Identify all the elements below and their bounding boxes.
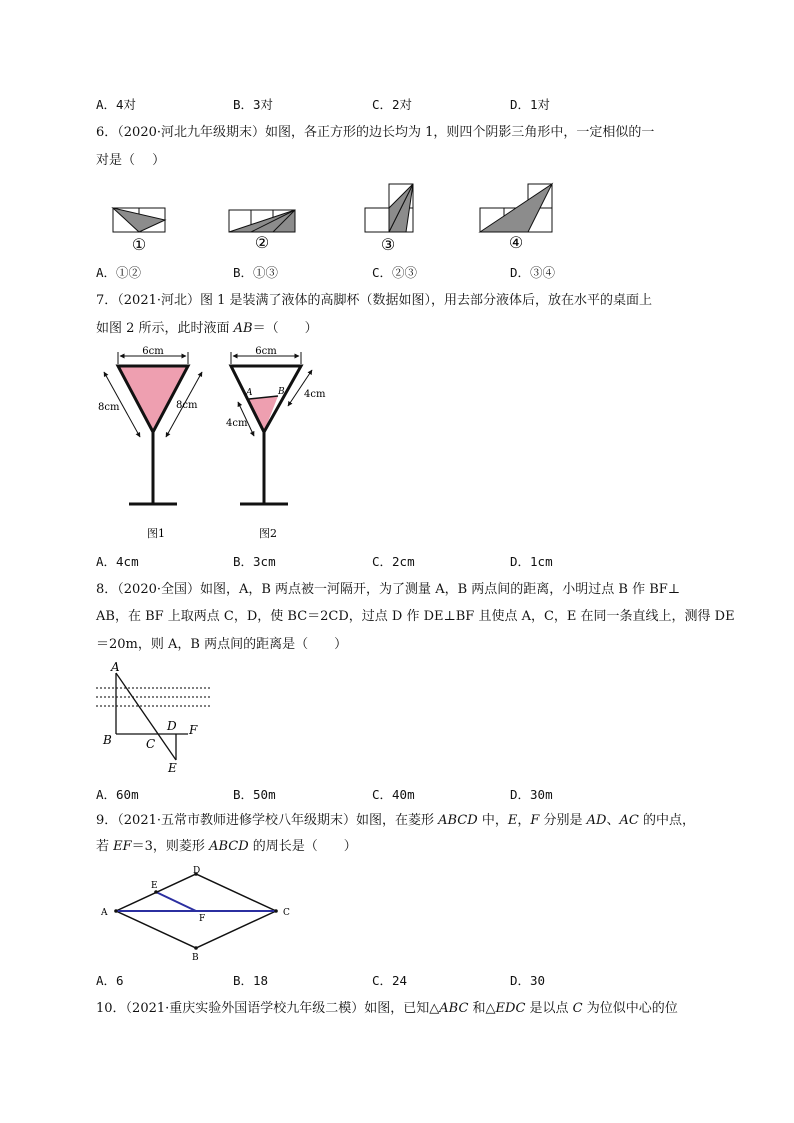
q7-fig2-right-label: 4cm <box>304 389 326 400</box>
q6-text-line2: 对是（ ） <box>96 153 166 168</box>
q9-var: AC <box>619 813 639 828</box>
q9-var: ABCD <box>209 839 249 854</box>
q8-figure <box>96 656 226 776</box>
q8-option-b: B．50m <box>233 787 276 802</box>
q10-text-line1 <box>96 1000 678 1018</box>
q7-option-a: A．4cm <box>96 554 139 569</box>
q7-text-line1: 7．（2021·河北）图 1 是装满了液体的高脚杯（数据如图），用去部分液体后，放在水平的桌面上 <box>96 293 653 308</box>
q10-text-part: 10．（2021·重庆实验外国语学校九年级二模）如图，已知△ <box>96 1001 440 1016</box>
q9-text-line2 <box>96 838 357 856</box>
q9-var: EF <box>113 839 132 854</box>
q6-fig1 <box>113 208 165 254</box>
q9-var: AD <box>586 813 607 828</box>
q7-option-d: D．1cm <box>510 554 553 569</box>
q7-fig1-right-label: 8cm <box>176 400 198 411</box>
q7-fig2-left-label: 4cm <box>226 418 248 429</box>
q9-point-d: D <box>193 866 201 876</box>
q7-figure <box>96 344 336 544</box>
q8-point-e: E <box>168 761 177 775</box>
q9-option-c: C．24 <box>372 973 408 988</box>
q6-fig2 <box>229 210 295 252</box>
q7-text-line2 <box>96 320 318 338</box>
q9-point-a: A <box>101 908 108 918</box>
q6-option-b: B．①③ <box>233 265 279 280</box>
q6-option-a: A．①② <box>96 265 142 280</box>
q6-fig2-label: ② <box>254 233 270 252</box>
q6-text-line1: 6．（2020·河北九年级期末）如图，各正方形的边长均为 1，则四个阴影三角形中，一定相似的一 <box>96 125 655 140</box>
q7-fig1-top-label: 6cm <box>142 346 164 357</box>
q9-var: F <box>530 813 540 828</box>
q8-option-d: D．30m <box>510 787 553 802</box>
q8-point-c: C <box>146 737 156 751</box>
q7-fig2-point-b: B <box>278 387 285 397</box>
q7-option-b: B．3cm <box>233 554 276 569</box>
q9-text-part: 9．（2021·五常市教师进修学校八年级期末）如图，在菱形 <box>96 813 439 828</box>
q9-text-part: 中， <box>477 813 508 828</box>
q7-glass1 <box>98 346 202 540</box>
q6-option-d: D．③④ <box>510 265 556 280</box>
q9-point-b: B <box>192 953 199 963</box>
q7-fig2-point-a: A <box>246 388 253 398</box>
q7-option-c: C．2cm <box>372 554 415 569</box>
q9-figure <box>96 864 306 964</box>
q8-point-b: B <box>103 733 112 747</box>
q10-text-part: 为位似中心的位 <box>582 1001 678 1016</box>
q7-glass2 <box>226 346 326 540</box>
q5-option-b: B．3对 <box>233 97 274 112</box>
q7-text-part: 如图 2 所示，此时液面 <box>96 321 234 336</box>
q5-option-c: C．2对 <box>372 97 413 112</box>
q9-text-part: 分别是 <box>539 813 587 828</box>
q9-option-b: B．18 <box>233 973 269 988</box>
q9-text-line1 <box>96 812 695 830</box>
q10-var: EDC <box>495 1001 526 1016</box>
q7-text-part: ＝（ ） <box>252 321 318 336</box>
q6-figure <box>100 178 580 256</box>
q7-fig2-top-label: 6cm <box>255 346 277 357</box>
q9-point-e: E <box>151 881 158 891</box>
q10-var: C <box>572 1001 583 1016</box>
q9-text-part: 的中点， <box>638 813 695 828</box>
q8-option-a: A．60m <box>96 787 139 802</box>
q6-option-c: C．②③ <box>372 265 418 280</box>
q8-text-line1: 8．（2020·全国）如图，A，B 两点被一河隔开，为了测量 A，B 两点间的距离，小明过点 B 作 BF⊥ <box>96 582 681 597</box>
q9-option-a: A．6 <box>96 973 124 988</box>
q9-var: ABCD <box>438 813 478 828</box>
q9-point-f: F <box>199 914 206 924</box>
q9-text-part: 、 <box>606 813 620 828</box>
q6-fig3-label: ③ <box>380 235 396 254</box>
q8-point-a: A <box>111 660 120 674</box>
q9-text-part: 若 <box>96 839 114 854</box>
q6-fig4-label: ④ <box>508 233 524 252</box>
q8-point-d: D <box>167 719 177 733</box>
q10-var: ABC <box>439 1001 469 1016</box>
q9-text-part: 的周长是（ ） <box>248 839 357 854</box>
q6-fig4 <box>480 184 552 252</box>
q7-fig2-caption: 图2 <box>259 527 277 540</box>
q9-point-c: C <box>283 908 290 918</box>
q9-text-part: ， <box>517 813 531 828</box>
q5-option-a: A．4对 <box>96 97 137 112</box>
q7-var-ab: AB <box>233 321 253 336</box>
q8-point-f: F <box>189 723 198 737</box>
q8-text-line2: AB，在 BF 上取两点 C，D，使 BC＝2CD，过点 D 作 DE⊥BF 且使点 A，C，E 在同一条直线上，测得 DE <box>96 609 735 624</box>
q6-fig1-label: ① <box>131 235 147 254</box>
q6-fig3 <box>365 184 413 254</box>
q8-text-line3: ＝20m，则 A，B 两点间的距离是（ ） <box>96 637 348 652</box>
q5-option-d: D．1对 <box>510 97 551 112</box>
q7-fig1-caption: 图1 <box>147 527 165 540</box>
q9-option-d: D．30 <box>510 973 546 988</box>
q9-var: E <box>507 813 518 828</box>
q7-fig1-left-label: 8cm <box>98 402 120 413</box>
q8-option-c: C．40m <box>372 787 415 802</box>
q10-text-part: 和△ <box>468 1001 496 1016</box>
q10-text-part: 是以点 <box>525 1001 573 1016</box>
q9-text-part: ＝3，则菱形 <box>131 839 210 854</box>
